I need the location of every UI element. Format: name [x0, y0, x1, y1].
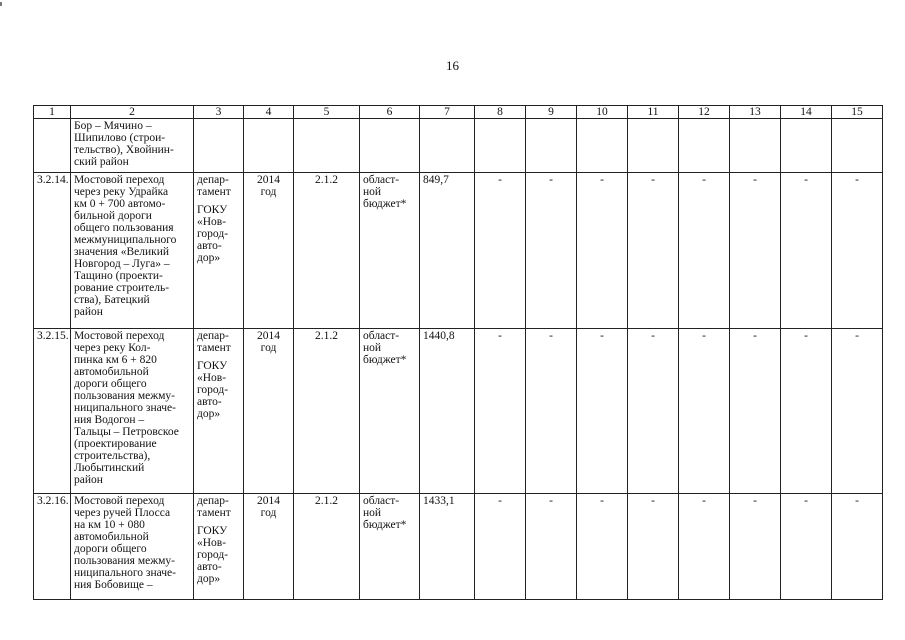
executor-cell: [194, 173, 244, 329]
amount-cell: 1440,8: [420, 329, 475, 494]
column-number-row: [34, 106, 883, 119]
year-value-cell: -: [628, 329, 679, 494]
year-value-cell: [832, 119, 883, 173]
funding-source-cell: област- ной бюджет*: [360, 494, 420, 600]
row-number-cell: 3.2.15.: [34, 329, 71, 494]
year-value-cell: -: [475, 329, 526, 494]
year-value-cell: [730, 119, 781, 173]
year-value-cell: [781, 119, 832, 173]
year-value-cell: -: [628, 173, 679, 329]
year-value-cell: -: [730, 494, 781, 600]
funding-source-cell: [360, 119, 420, 173]
executor-department: депар- тамент: [197, 174, 231, 198]
column-number-12: 12: [679, 106, 730, 119]
column-number-6: 6: [360, 106, 420, 119]
column-number-5: 5: [294, 106, 360, 119]
year-value-cell: -: [781, 329, 832, 494]
table-row: [34, 494, 883, 600]
year-value-cell: -: [730, 329, 781, 494]
scan-edge-mark: [0, 2, 2, 6]
year-value-cell: [526, 119, 577, 173]
executor-cell: [194, 494, 244, 600]
column-number-10: 10: [577, 106, 628, 119]
row-number-cell: 3.2.14.: [34, 173, 71, 329]
executor-cell: [194, 119, 244, 173]
column-number-3: 3: [194, 106, 244, 119]
year-value-cell: -: [781, 173, 832, 329]
target-indicator-cell: 2.1.2: [294, 329, 360, 494]
executor-agency: ГОКУ «Нов- город- авто- дор»: [197, 360, 229, 420]
year-value-cell: [577, 119, 628, 173]
executor-spacer: [197, 120, 240, 126]
row-number-cell: 3.2.16.: [34, 494, 71, 600]
year-value-cell: [628, 119, 679, 173]
funding-source-cell: област- ной бюджет*: [360, 173, 420, 329]
executor-cell: [194, 329, 244, 494]
year-value-cell: -: [781, 494, 832, 600]
column-number-4: 4: [244, 106, 294, 119]
funding-source-cell: област- ной бюджет*: [360, 329, 420, 494]
year-value-cell: -: [526, 329, 577, 494]
object-name-cell: Мостовой переход через реку Кол- пинка км 6 + 820 автомобильной дороги общего пользования межму- ниципального значе- ния Водогон – Тальцы – Петровское (проектирование строительства), Любытинский район: [71, 329, 194, 494]
amount-cell: 849,7: [420, 173, 475, 329]
year-value-cell: [679, 119, 730, 173]
column-number-9: 9: [526, 106, 577, 119]
page-number: 16: [446, 58, 459, 73]
table-row: [34, 119, 883, 173]
year-value-cell: -: [832, 173, 883, 329]
year-value-cell: -: [577, 494, 628, 600]
year-value-cell: [475, 119, 526, 173]
table-row: [34, 173, 883, 329]
object-name-cell: Мостовой переход через реку Удрайка км 0 + 700 автомо- бильной дороги общего пользования межмуниципального значения «Великий Новгород – Луга» – Тащино (проекти- рование строитель- ства), Батецкий район: [71, 173, 194, 329]
year-value-cell: -: [475, 494, 526, 600]
target-indicator-cell: [294, 119, 360, 173]
column-number-7: 7: [420, 106, 475, 119]
target-indicator-cell: 2.1.2: [294, 173, 360, 329]
year-value-cell: -: [832, 494, 883, 600]
year-value-cell: -: [526, 494, 577, 600]
object-name-cell: Мостовой переход через ручей Плосса на км 10 + 080 автомобильной дороги общего пользования межму- ниципального значе- ния Бобовище –: [71, 494, 194, 600]
year-cell: 2014 год: [244, 494, 294, 600]
target-indicator-cell: 2.1.2: [294, 494, 360, 600]
year-value-cell: -: [679, 494, 730, 600]
year-value-cell: -: [628, 494, 679, 600]
table-row: [34, 329, 883, 494]
year-value-cell: -: [526, 173, 577, 329]
column-number-8: 8: [475, 106, 526, 119]
amount-cell: 1433,1: [420, 494, 475, 600]
year-cell: 2014 год: [244, 173, 294, 329]
row-number-cell: [34, 119, 71, 173]
column-number-13: 13: [730, 106, 781, 119]
column-number-2: 2: [71, 106, 194, 119]
year-value-cell: -: [679, 329, 730, 494]
object-name-cell: Бор – Мячино – Шипилово (строи- тельство), Хвойнин- ский район: [71, 119, 194, 173]
program-table: [33, 105, 883, 600]
executor-agency: ГОКУ «Нов- город- авто- дор»: [197, 204, 229, 264]
year-value-cell: -: [832, 329, 883, 494]
column-number-15: 15: [832, 106, 883, 119]
executor-department: депар- тамент: [197, 495, 231, 519]
amount-cell: [420, 119, 475, 173]
year-value-cell: -: [730, 173, 781, 329]
year-cell: 2014 год: [244, 329, 294, 494]
column-number-14: 14: [781, 106, 832, 119]
year-value-cell: -: [475, 173, 526, 329]
year-value-cell: -: [679, 173, 730, 329]
executor-department: депар- тамент: [197, 330, 231, 354]
column-number-1: 1: [34, 106, 71, 119]
year-value-cell: -: [577, 329, 628, 494]
year-value-cell: -: [577, 173, 628, 329]
executor-agency: ГОКУ «Нов- город- авто- дор»: [197, 525, 229, 585]
year-cell: [244, 119, 294, 173]
column-number-11: 11: [628, 106, 679, 119]
